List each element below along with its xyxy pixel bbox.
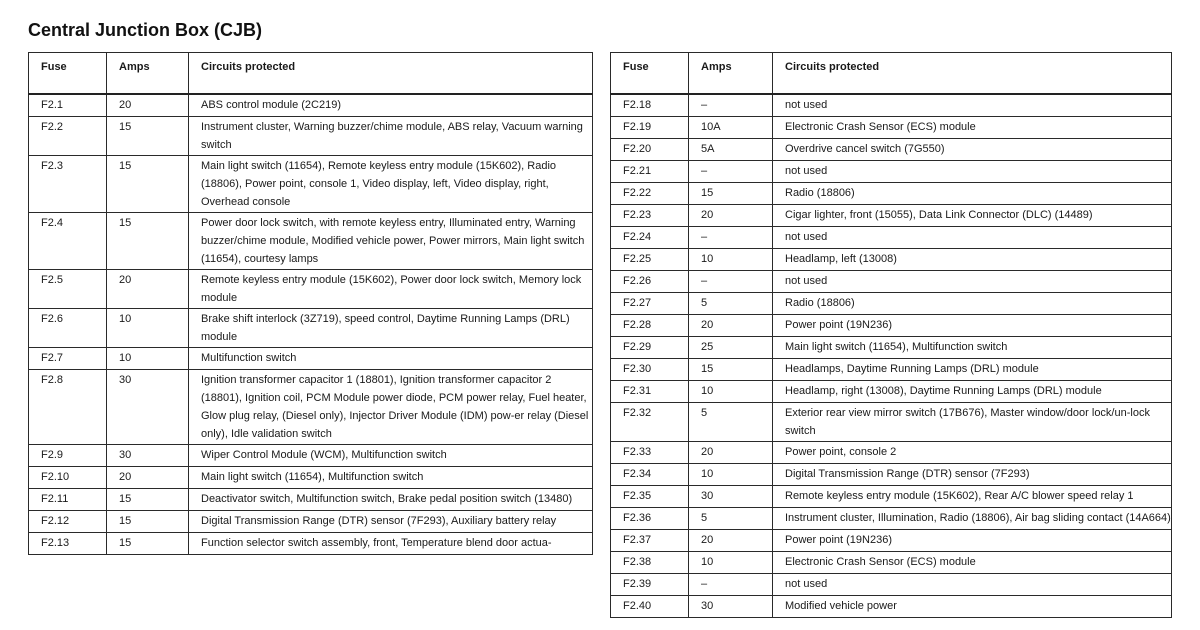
amps-cell: 15: [107, 117, 189, 156]
amps-cell: 30: [689, 486, 773, 508]
circuits-cell: Instrument cluster, Warning buzzer/chime module, ABS relay, Vacuum warning switch: [189, 117, 593, 156]
amps-cell: 10: [107, 348, 189, 370]
fuse-cell: F2.5: [29, 270, 107, 309]
circuits-cell: Main light switch (11654), Remote keyless entry module (15K602), Radio (18806), Power point, console 1, Video display, left, Video display, right, Overhead console: [189, 156, 593, 213]
circuits-cell: Power point (19N236): [773, 315, 1172, 337]
circuits-cell: Instrument cluster, Illumination, Radio (18806), Air bag sliding contact (14A664): [773, 508, 1172, 530]
fuse-cell: F2.27: [611, 293, 689, 315]
amps-cell: 10: [107, 309, 189, 348]
amps-cell: 10: [689, 464, 773, 486]
table-row: [611, 271, 1172, 293]
circuits-cell: not used: [773, 94, 1172, 117]
fuse-table-right: [610, 52, 1172, 618]
table-row: [611, 117, 1172, 139]
fuse-cell: F2.36: [611, 508, 689, 530]
table-row: [611, 205, 1172, 227]
table-row: [611, 464, 1172, 486]
fuse-table-left: [28, 52, 593, 555]
amps-cell: 5: [689, 403, 773, 442]
amps-cell: 5: [689, 293, 773, 315]
fuse-cell: F2.6: [29, 309, 107, 348]
circuits-cell: Cigar lighter, front (15055), Data Link Connector (DLC) (14489): [773, 205, 1172, 227]
circuits-cell: Power point (19N236): [773, 530, 1172, 552]
fuse-cell: F2.29: [611, 337, 689, 359]
amps-cell: 10A: [689, 117, 773, 139]
table-row: [29, 117, 593, 156]
amps-cell: 10: [689, 381, 773, 403]
circuits-cell: Headlamp, left (13008): [773, 249, 1172, 271]
table-row: [611, 139, 1172, 161]
fuse-cell: F2.10: [29, 467, 107, 489]
fuse-cell: F2.12: [29, 511, 107, 533]
circuits-cell: Remote keyless entry module (15K602), Rear A/C blower speed relay 1: [773, 486, 1172, 508]
table-row: [611, 359, 1172, 381]
amps-cell: –: [689, 574, 773, 596]
table-row: [611, 574, 1172, 596]
amps-cell: 10: [689, 249, 773, 271]
table-row: [29, 309, 593, 348]
fuse-cell: F2.9: [29, 445, 107, 467]
circuits-cell: Digital Transmission Range (DTR) sensor (7F293): [773, 464, 1172, 486]
fuse-cell: F2.8: [29, 370, 107, 445]
amps-cell: 20: [689, 530, 773, 552]
amps-cell: 10: [689, 552, 773, 574]
circuits-cell: Wiper Control Module (WCM), Multifunction switch: [189, 445, 593, 467]
amps-cell: 20: [689, 442, 773, 464]
circuits-cell: Function selector switch assembly, front, Temperature blend door actua-: [189, 533, 593, 555]
amps-cell: 20: [689, 315, 773, 337]
circuits-cell: Multifunction switch: [189, 348, 593, 370]
table-row: [29, 511, 593, 533]
amps-cell: –: [689, 161, 773, 183]
circuits-cell: Headlamp, right (13008), Daytime Running Lamps (DRL) module: [773, 381, 1172, 403]
circuits-cell: Radio (18806): [773, 293, 1172, 315]
fuse-cell: F2.19: [611, 117, 689, 139]
fuse-cell: F2.37: [611, 530, 689, 552]
circuits-cell: Brake shift interlock (3Z719), speed control, Daytime Running Lamps (DRL) module: [189, 309, 593, 348]
circuits-cell: Power door lock switch, with remote keyless entry, Illuminated entry, Warning buzzer/chime module, Modified vehicle power, Power mirrors, Main light switch (11654), courtesy lamps: [189, 213, 593, 270]
table-row: [611, 293, 1172, 315]
fuse-cell: F2.28: [611, 315, 689, 337]
circuits-cell: ABS control module (2C219): [189, 94, 593, 117]
amps-cell: 20: [689, 205, 773, 227]
circuits-cell: Exterior rear view mirror switch (17B676), Master window/door lock/un-lock switch: [773, 403, 1172, 442]
circuits-cell: not used: [773, 271, 1172, 293]
table-row: [611, 381, 1172, 403]
amps-cell: 15: [689, 183, 773, 205]
fuse-cell: F2.26: [611, 271, 689, 293]
fuse-cell: F2.7: [29, 348, 107, 370]
table-row: [611, 161, 1172, 183]
amps-cell: –: [689, 94, 773, 117]
fuse-cell: F2.24: [611, 227, 689, 249]
circuits-cell: Main light switch (11654), Multifunction switch: [773, 337, 1172, 359]
amps-cell: 15: [107, 489, 189, 511]
fuse-cell: F2.33: [611, 442, 689, 464]
fuse-cell: F2.23: [611, 205, 689, 227]
table-row: [611, 530, 1172, 552]
table-row: [611, 183, 1172, 205]
amps-cell: 30: [107, 445, 189, 467]
amps-cell: 20: [107, 94, 189, 117]
table-row: [29, 467, 593, 489]
fuse-cell: F2.3: [29, 156, 107, 213]
table-row: [29, 348, 593, 370]
table-row: [611, 403, 1172, 442]
fuse-cell: F2.1: [29, 94, 107, 117]
circuits-cell: Main light switch (11654), Multifunction switch: [189, 467, 593, 489]
circuits-cell: not used: [773, 574, 1172, 596]
table-row: [611, 227, 1172, 249]
circuits-cell: Electronic Crash Sensor (ECS) module: [773, 117, 1172, 139]
fuse-cell: F2.39: [611, 574, 689, 596]
fuse-cell: F2.2: [29, 117, 107, 156]
amps-column-header: Amps: [107, 53, 189, 95]
table-row: [611, 315, 1172, 337]
circuits-cell: Power point, console 2: [773, 442, 1172, 464]
circuits-cell: not used: [773, 227, 1172, 249]
circuits-column-header: Circuits protected: [773, 53, 1172, 95]
amps-cell: 30: [689, 596, 773, 618]
table-row: [611, 94, 1172, 117]
table-row: [29, 213, 593, 270]
circuits-cell: Electronic Crash Sensor (ECS) module: [773, 552, 1172, 574]
fuse-cell: F2.18: [611, 94, 689, 117]
fuse-cell: F2.40: [611, 596, 689, 618]
amps-cell: 15: [107, 511, 189, 533]
amps-cell: –: [689, 227, 773, 249]
fuse-cell: F2.35: [611, 486, 689, 508]
fuse-cell: F2.31: [611, 381, 689, 403]
table-row: [29, 156, 593, 213]
table-row: [611, 249, 1172, 271]
amps-cell: 30: [107, 370, 189, 445]
amps-column-header: Amps: [689, 53, 773, 95]
amps-cell: 5: [689, 508, 773, 530]
table-row: [29, 533, 593, 555]
fuse-cell: F2.13: [29, 533, 107, 555]
amps-cell: 15: [107, 533, 189, 555]
amps-cell: –: [689, 271, 773, 293]
table-row: [29, 489, 593, 511]
page-title: Central Junction Box (CJB): [28, 20, 263, 40]
fuse-cell: F2.20: [611, 139, 689, 161]
fuse-cell: F2.34: [611, 464, 689, 486]
fuse-cell: F2.38: [611, 552, 689, 574]
fuse-cell: F2.25: [611, 249, 689, 271]
fuse-cell: F2.32: [611, 403, 689, 442]
fuse-cell: F2.22: [611, 183, 689, 205]
circuits-cell: Radio (18806): [773, 183, 1172, 205]
table-header-row: [29, 53, 593, 95]
amps-cell: 15: [107, 156, 189, 213]
table-row: [29, 270, 593, 309]
fuse-column-header: Fuse: [29, 53, 107, 95]
amps-cell: 20: [107, 467, 189, 489]
table-row: [611, 552, 1172, 574]
amps-cell: 5A: [689, 139, 773, 161]
circuits-cell: Deactivator switch, Multifunction switch, Brake pedal position switch (13480): [189, 489, 593, 511]
circuits-cell: Overdrive cancel switch (7G550): [773, 139, 1172, 161]
table-row: [29, 370, 593, 445]
circuits-cell: Headlamps, Daytime Running Lamps (DRL) module: [773, 359, 1172, 381]
fuse-cell: F2.11: [29, 489, 107, 511]
amps-cell: 20: [107, 270, 189, 309]
fuse-column-header: Fuse: [611, 53, 689, 95]
circuits-cell: Digital Transmission Range (DTR) sensor (7F293), Auxiliary battery relay: [189, 511, 593, 533]
amps-cell: 15: [689, 359, 773, 381]
table-row: [29, 445, 593, 467]
circuits-cell: Remote keyless entry module (15K602), Power door lock switch, Memory lock module: [189, 270, 593, 309]
fuse-cell: F2.4: [29, 213, 107, 270]
table-row: [611, 508, 1172, 530]
circuits-cell: not used: [773, 161, 1172, 183]
table-row: [611, 596, 1172, 618]
table-row: [29, 94, 593, 117]
table-row: [611, 486, 1172, 508]
amps-cell: 25: [689, 337, 773, 359]
table-row: [611, 337, 1172, 359]
amps-cell: 15: [107, 213, 189, 270]
circuits-cell: Ignition transformer capacitor 1 (18801), Ignition transformer capacitor 2 (18801), Ignition coil, PCM Module power diode, PCM power relay, Fuel heater, Glow plug relay, (Diesel only), Injector Driver Module (IDM) pow-er relay (Diesel only), Idle validation switch: [189, 370, 593, 445]
table-row: [611, 442, 1172, 464]
circuits-cell: Modified vehicle power: [773, 596, 1172, 618]
fuse-cell: F2.30: [611, 359, 689, 381]
fuse-cell: F2.21: [611, 161, 689, 183]
table-header-row: [611, 53, 1172, 95]
circuits-column-header: Circuits protected: [189, 53, 593, 95]
